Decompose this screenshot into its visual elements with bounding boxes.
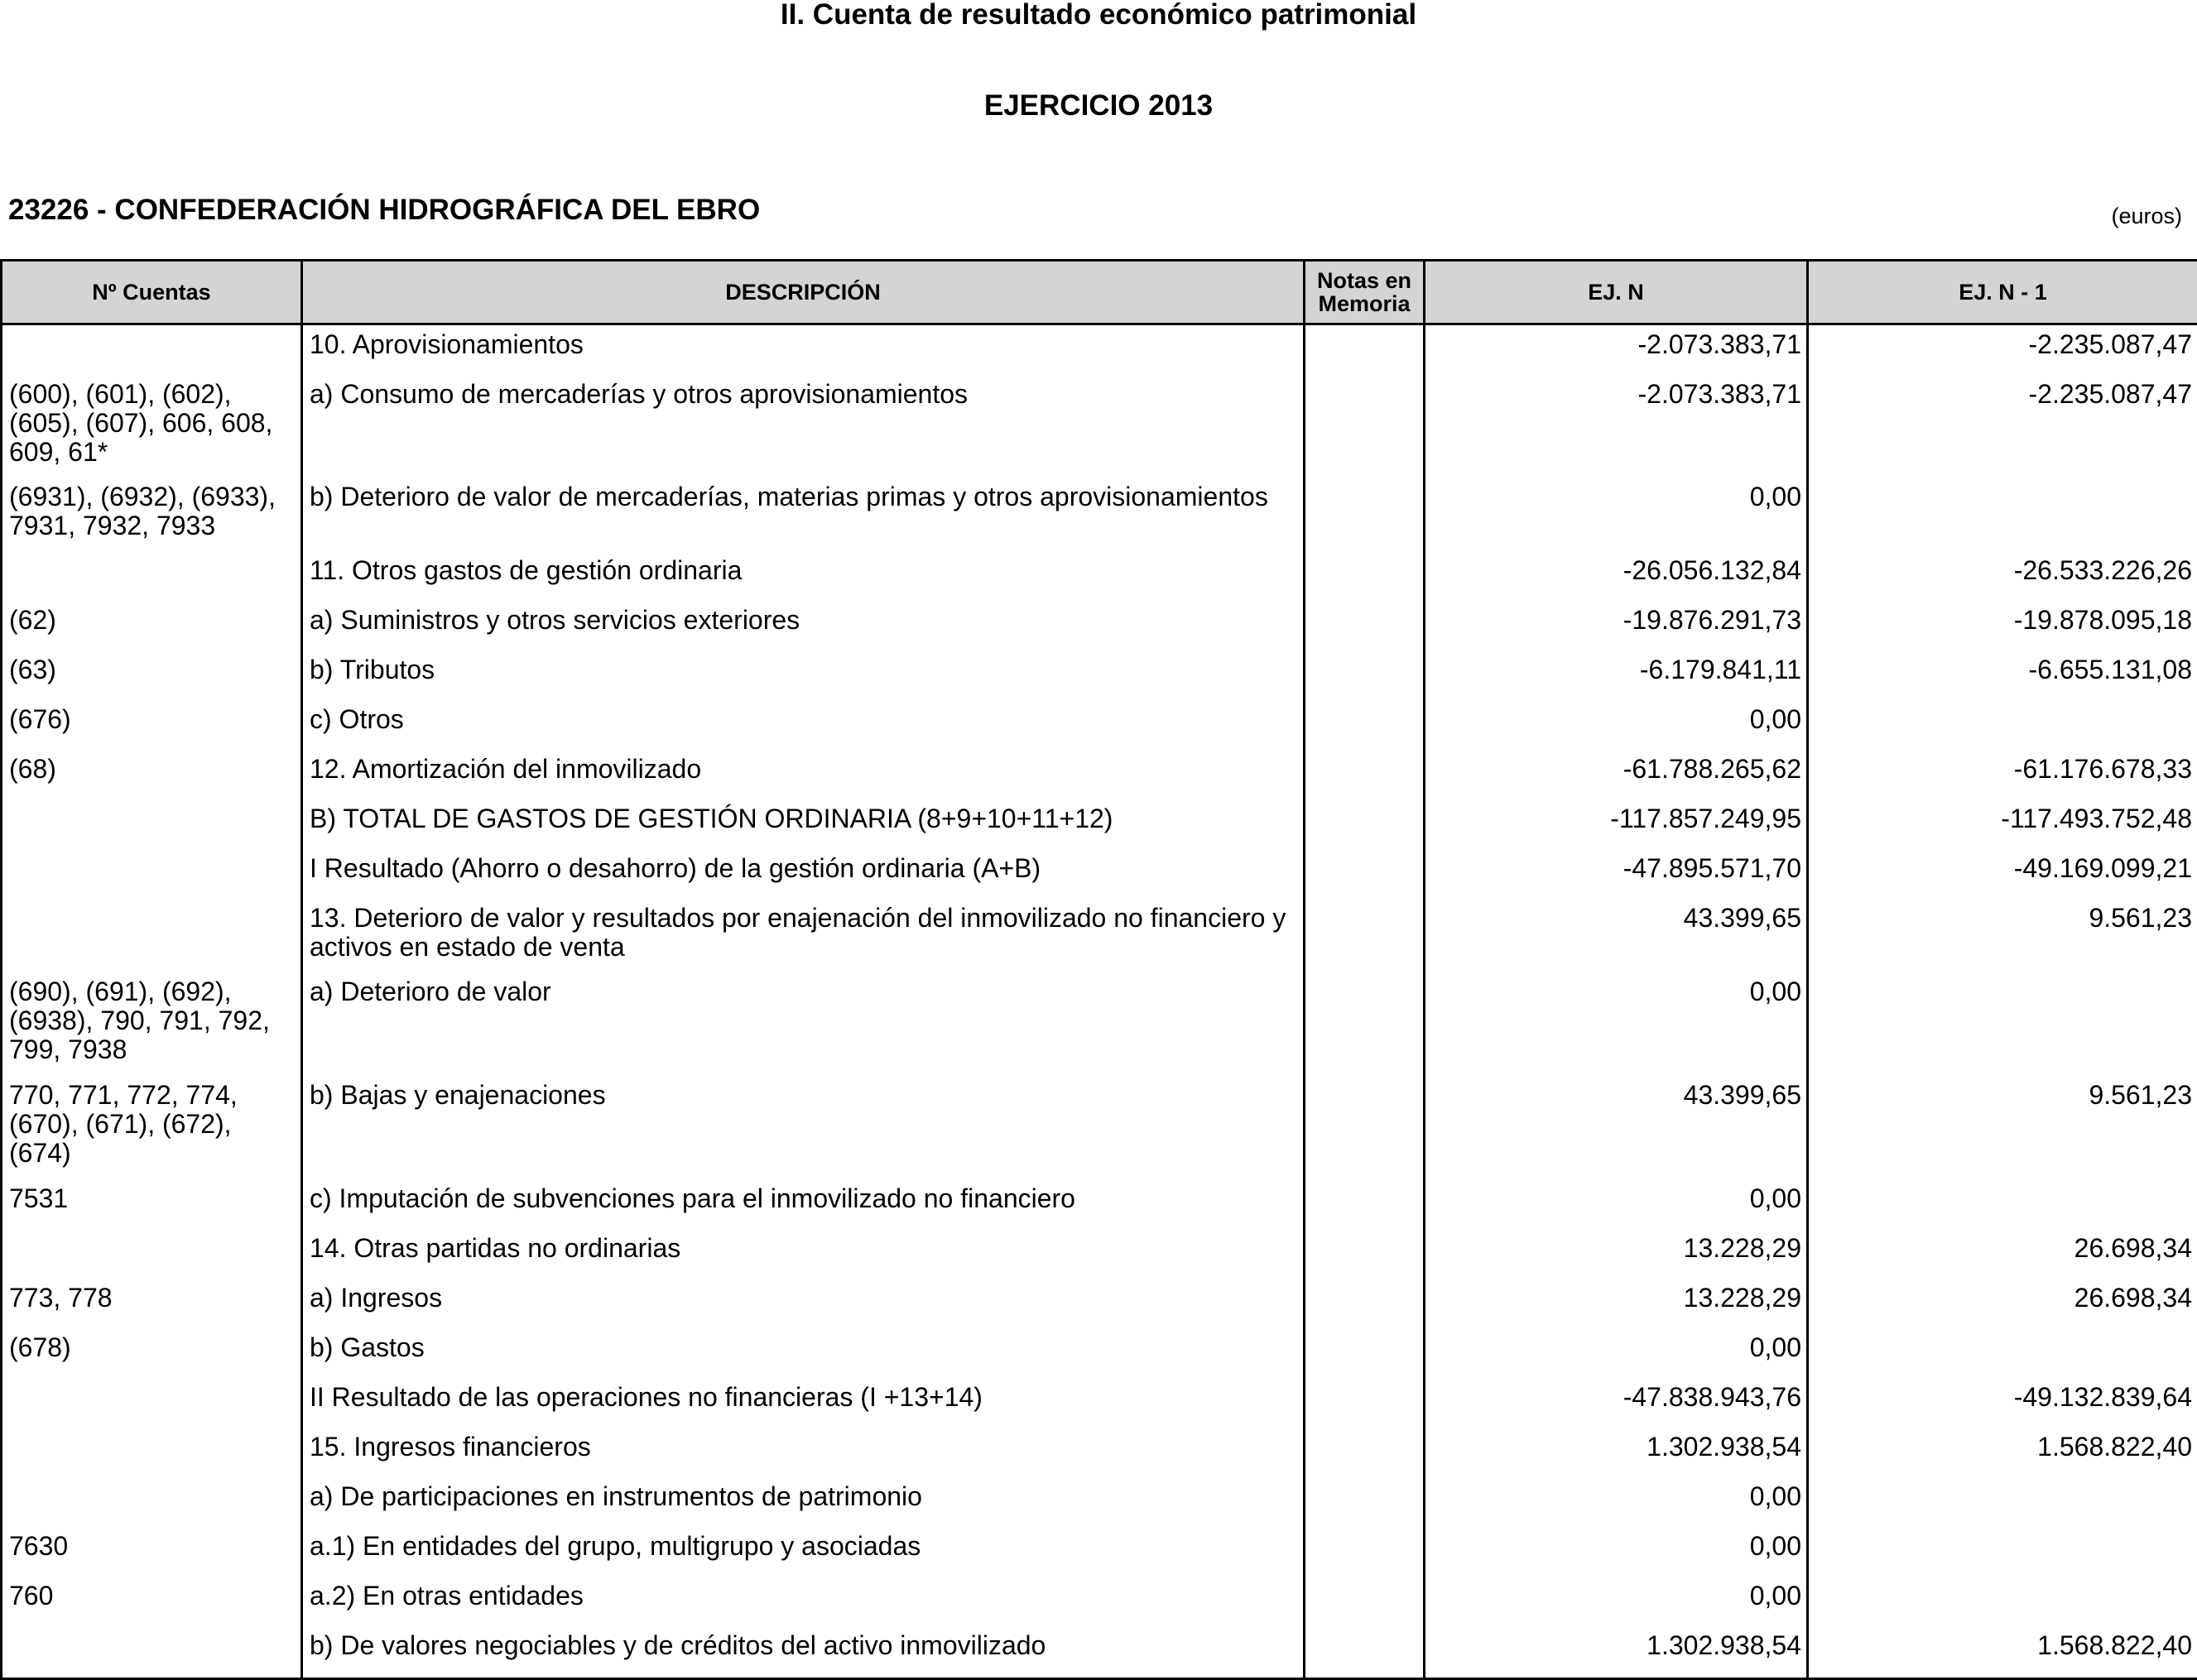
cell-previous: -26.533.226,26 xyxy=(1808,551,2197,601)
cell-current: 0,00 xyxy=(1425,1328,1808,1378)
table-row xyxy=(2,1229,2197,1279)
cell-description: 14. Otras partidas no ordinarias xyxy=(302,1229,1305,1279)
cell-description: a.1) En entidades del grupo, multigrupo y asociadas xyxy=(302,1527,1305,1577)
cell-notes xyxy=(1305,849,1425,899)
cell-previous: -61.176.678,33 xyxy=(1808,750,2197,799)
cell-accounts: 760 xyxy=(2,1577,302,1626)
cell-description: a) De participaciones en instrumentos de patrimonio xyxy=(302,1477,1305,1527)
cell-current: 0,00 xyxy=(1425,1527,1808,1577)
cell-current: 13.228,29 xyxy=(1425,1229,1808,1279)
cell-current: -2.073.383,71 xyxy=(1425,375,1808,478)
cell-previous: -19.878.095,18 xyxy=(1808,601,2197,650)
table-row xyxy=(2,478,2197,551)
table-row xyxy=(2,972,2197,1076)
cell-current: -61.788.265,62 xyxy=(1425,750,1808,799)
table-row xyxy=(2,700,2197,750)
cell-previous: 9.561,23 xyxy=(1808,899,2197,972)
cell-notes xyxy=(1305,1626,1425,1679)
cell-description: 12. Amortización del inmovilizado xyxy=(302,750,1305,799)
report-title: II. Cuenta de resultado económico patrimonial xyxy=(0,0,2197,30)
cell-previous: 1.568.822,40 xyxy=(1808,1428,2197,1477)
col-header-notes: Notas en Memoria xyxy=(1305,261,1425,324)
cell-notes xyxy=(1305,601,1425,650)
cell-notes xyxy=(1305,650,1425,700)
cell-description: a) Consumo de mercaderías y otros aprovisionamientos xyxy=(302,375,1305,478)
cell-previous xyxy=(1808,700,2197,750)
cell-description: a) Deterioro de valor xyxy=(302,972,1305,1076)
table-row xyxy=(2,1279,2197,1328)
cell-current: 0,00 xyxy=(1425,478,1808,551)
cell-current: -19.876.291,73 xyxy=(1425,601,1808,650)
cell-description: a.2) En otras entidades xyxy=(302,1577,1305,1626)
cell-description: b) Bajas y enajenaciones xyxy=(302,1076,1305,1179)
cell-previous xyxy=(1808,478,2197,551)
cell-previous: -49.132.839,64 xyxy=(1808,1378,2197,1428)
cell-accounts xyxy=(2,1378,302,1428)
col-header-current-year: EJ. N xyxy=(1425,261,1808,324)
cell-accounts: 770, 771, 772, 774, (670), (671), (672), (674) xyxy=(2,1076,302,1179)
cell-description: I Resultado (Ahorro o desahorro) de la gestión ordinaria (A+B) xyxy=(302,849,1305,899)
cell-accounts xyxy=(2,799,302,849)
cell-previous xyxy=(1808,1577,2197,1626)
cell-previous xyxy=(1808,1527,2197,1577)
cell-description: 13. Deterioro de valor y resultados por enajenación del inmovilizado no financiero y activos en estado de venta xyxy=(302,899,1305,972)
cell-notes xyxy=(1305,972,1425,1076)
cell-notes xyxy=(1305,1527,1425,1577)
table-row xyxy=(2,899,2197,972)
cell-previous: 9.561,23 xyxy=(1808,1076,2197,1179)
table-row xyxy=(2,324,2197,376)
table-row xyxy=(2,1179,2197,1229)
cell-accounts: (600), (601), (602), (605), (607), 606, 608, 609, 61* xyxy=(2,375,302,478)
cell-notes xyxy=(1305,1076,1425,1179)
table-row xyxy=(2,1577,2197,1626)
table-row xyxy=(2,1378,2197,1428)
cell-accounts xyxy=(2,324,302,376)
cell-accounts xyxy=(2,1428,302,1477)
cell-current: 0,00 xyxy=(1425,1577,1808,1626)
cell-notes xyxy=(1305,1229,1425,1279)
table-row xyxy=(2,601,2197,650)
col-header-previous-year: EJ. N - 1 xyxy=(1808,261,2197,324)
cell-current: 1.302.938,54 xyxy=(1425,1428,1808,1477)
table-row xyxy=(2,849,2197,899)
cell-accounts: 773, 778 xyxy=(2,1279,302,1328)
cell-description: 10. Aprovisionamientos xyxy=(302,324,1305,376)
cell-accounts xyxy=(2,1229,302,1279)
cell-notes xyxy=(1305,551,1425,601)
cell-description: a) Suministros y otros servicios exteriores xyxy=(302,601,1305,650)
cell-current: 0,00 xyxy=(1425,1179,1808,1229)
cell-previous xyxy=(1808,1477,2197,1527)
cell-previous: -2.235.087,47 xyxy=(1808,375,2197,478)
cell-description: b) Deterioro de valor de mercaderías, materias primas y otros aprovisionamientos xyxy=(302,478,1305,551)
cell-current: 0,00 xyxy=(1425,700,1808,750)
table-row xyxy=(2,1076,2197,1179)
cell-previous: 26.698,34 xyxy=(1808,1279,2197,1328)
cell-accounts xyxy=(2,899,302,972)
table-row xyxy=(2,375,2197,478)
cell-previous xyxy=(1808,1328,2197,1378)
cell-notes xyxy=(1305,899,1425,972)
cell-current: -2.073.383,71 xyxy=(1425,324,1808,376)
cell-notes xyxy=(1305,324,1425,376)
cell-current: -47.895.571,70 xyxy=(1425,849,1808,899)
cell-current: 0,00 xyxy=(1425,972,1808,1076)
income-statement-table xyxy=(0,259,2197,1680)
cell-accounts: (63) xyxy=(2,650,302,700)
table-row xyxy=(2,1527,2197,1577)
cell-accounts xyxy=(2,1477,302,1527)
cell-accounts: (62) xyxy=(2,601,302,650)
cell-current: -6.179.841,11 xyxy=(1425,650,1808,700)
cell-current: 1.302.938,54 xyxy=(1425,1626,1808,1679)
cell-notes xyxy=(1305,1179,1425,1229)
table-row xyxy=(2,650,2197,700)
table-row xyxy=(2,750,2197,799)
table-row xyxy=(2,1626,2197,1679)
cell-description: c) Otros xyxy=(302,700,1305,750)
cell-description: a) Ingresos xyxy=(302,1279,1305,1328)
cell-notes xyxy=(1305,700,1425,750)
cell-current: -26.056.132,84 xyxy=(1425,551,1808,601)
cell-description: 11. Otros gastos de gestión ordinaria xyxy=(302,551,1305,601)
cell-accounts: 7630 xyxy=(2,1527,302,1577)
cell-current: 43.399,65 xyxy=(1425,899,1808,972)
cell-accounts: (68) xyxy=(2,750,302,799)
cell-accounts: (678) xyxy=(2,1328,302,1378)
table-row xyxy=(2,1328,2197,1378)
cell-notes xyxy=(1305,750,1425,799)
cell-previous: 1.568.822,40 xyxy=(1808,1626,2197,1679)
cell-previous: -49.169.099,21 xyxy=(1808,849,2197,899)
col-header-accounts: Nº Cuentas xyxy=(2,261,302,324)
cell-accounts: (690), (691), (692), (6938), 790, 791, 792, 799, 7938 xyxy=(2,972,302,1076)
cell-description: c) Imputación de subvenciones para el inmovilizado no financiero xyxy=(302,1179,1305,1229)
table-row xyxy=(2,1477,2197,1527)
cell-previous xyxy=(1808,1179,2197,1229)
cell-notes xyxy=(1305,1279,1425,1328)
cell-description: b) Gastos xyxy=(302,1328,1305,1378)
cell-current: -47.838.943,76 xyxy=(1425,1378,1808,1428)
table-header-row xyxy=(2,261,2197,324)
table-row xyxy=(2,551,2197,601)
cell-description: B) TOTAL DE GASTOS DE GESTIÓN ORDINARIA (8+9+10+11+12) xyxy=(302,799,1305,849)
cell-accounts: 7531 xyxy=(2,1179,302,1229)
cell-previous xyxy=(1808,972,2197,1076)
cell-notes xyxy=(1305,1477,1425,1527)
cell-notes xyxy=(1305,1328,1425,1378)
cell-accounts: (676) xyxy=(2,700,302,750)
cell-current: 43.399,65 xyxy=(1425,1076,1808,1179)
cell-notes xyxy=(1305,1577,1425,1626)
cell-previous: 26.698,34 xyxy=(1808,1229,2197,1279)
cell-notes xyxy=(1305,478,1425,551)
table-row xyxy=(2,799,2197,849)
col-header-description: DESCRIPCIÓN xyxy=(302,261,1305,324)
cell-description: II Resultado de las operaciones no financieras (I +13+14) xyxy=(302,1378,1305,1428)
currency-units: (euros) xyxy=(2111,204,2182,228)
cell-current: 13.228,29 xyxy=(1425,1279,1808,1328)
cell-current: -117.857.249,95 xyxy=(1425,799,1808,849)
cell-description: b) Tributos xyxy=(302,650,1305,700)
exercise-year: EJERCICIO 2013 xyxy=(0,89,2197,122)
cell-previous: -6.655.131,08 xyxy=(1808,650,2197,700)
cell-description: 15. Ingresos financieros xyxy=(302,1428,1305,1477)
cell-notes xyxy=(1305,799,1425,849)
table-row xyxy=(2,1428,2197,1477)
cell-notes xyxy=(1305,375,1425,478)
cell-notes xyxy=(1305,1428,1425,1477)
cell-accounts: (6931), (6932), (6933), 7931, 7932, 7933 xyxy=(2,478,302,551)
cell-previous: -2.235.087,47 xyxy=(1808,324,2197,376)
cell-accounts xyxy=(2,849,302,899)
cell-accounts xyxy=(2,1626,302,1679)
cell-previous: -117.493.752,48 xyxy=(1808,799,2197,849)
cell-current: 0,00 xyxy=(1425,1477,1808,1527)
entity-name: 23226 - CONFEDERACIÓN HIDROGRÁFICA DEL EBRO xyxy=(8,194,760,227)
cell-description: b) De valores negociables y de créditos del activo inmovilizado xyxy=(302,1626,1305,1679)
cell-notes xyxy=(1305,1378,1425,1428)
cell-accounts xyxy=(2,551,302,601)
